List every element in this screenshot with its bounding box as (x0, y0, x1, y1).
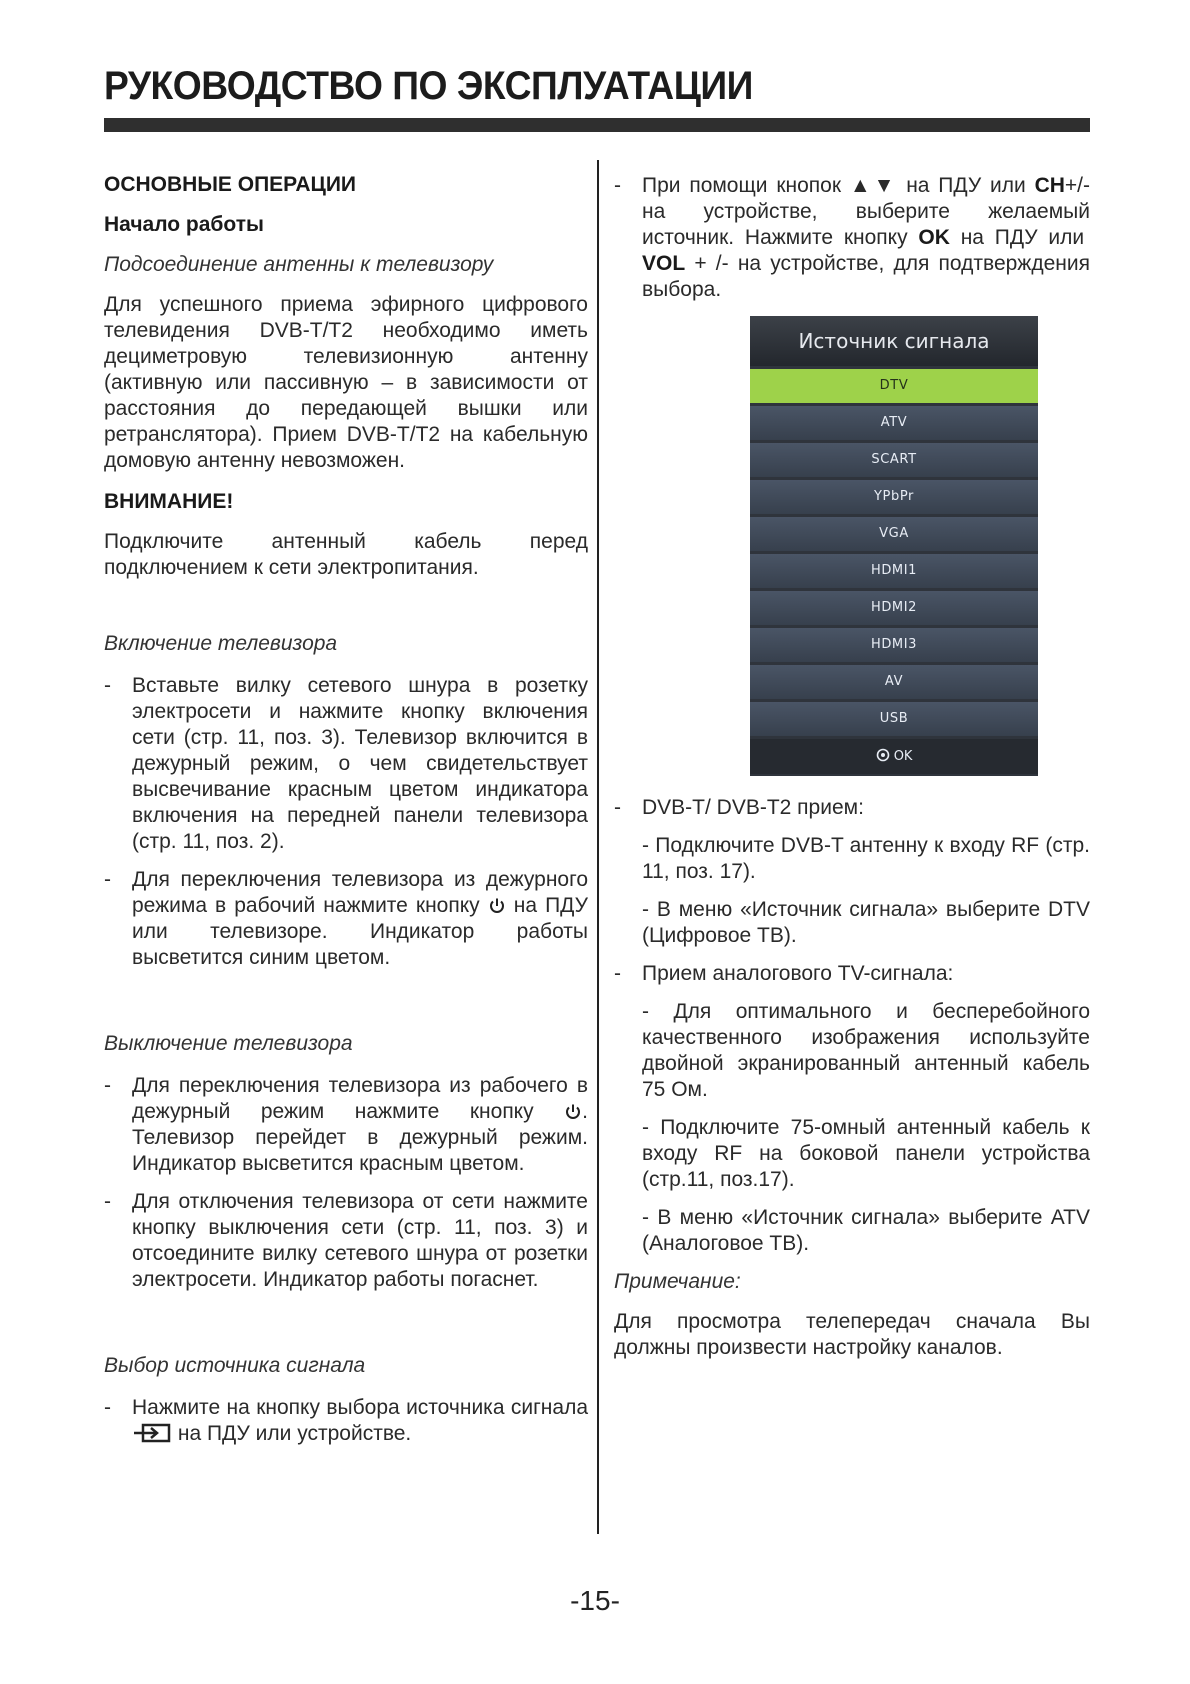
tv-menu-title: Источник сигнала (750, 316, 1038, 366)
list-item-text: на ПДУ или устройстве. (177, 1422, 412, 1445)
tv-source-vga[interactable]: VGA (750, 517, 1038, 551)
source-input-icon (132, 1423, 172, 1443)
list-item-text: DVB-T/ DVB-T2 прием: (642, 796, 864, 819)
antenna-paragraph: Для успешного приема эфирного цифрового телевидения DVB-T/T2 необходимо иметь дециметровую телевизионную антенну (активную или пассивную – в зависимости от расстояния до передающей вышки или ретранслятора). Прием DVB-T/T2 на кабельную домовую антенну невозможен. (104, 293, 588, 472)
page-title: РУКОВОДСТВО ПО ЭКСПЛУАТАЦИИ (104, 64, 753, 108)
list-item: - Прием аналогового TV-сигнала: (614, 962, 954, 985)
title-rule (104, 118, 1090, 132)
tv-source-menu (750, 316, 1038, 776)
note-heading: Примечание: (614, 1270, 741, 1293)
warning-heading: ВНИМАНИЕ! (104, 490, 234, 513)
list-item: - Для переключения телевизора из рабочего в дежурный режим нажмите кнопку . Телевизор перейдет в дежурный режим. Индикатор высветится красным цветом. (104, 1074, 588, 1175)
list-item-text: Для переключения телевизора из рабочего в дежурный режим нажмите кнопку (132, 1074, 588, 1123)
list-item: - Нажмите на кнопку выбора источника сигнала на ПДУ или устройстве. (104, 1396, 588, 1445)
power-on-heading: Включение телевизора (104, 632, 338, 655)
list-item: - При помощи кнопок ▲▼ на ПДУ или CH+/- на устройстве, выберите желаемый источник. Нажмите кнопку OK на ПДУ или VOL + /- на устройстве, для подтверждения выбора. (614, 174, 1090, 301)
power-icon (564, 1103, 582, 1121)
source-heading: Выбор источника сигнала (104, 1354, 366, 1377)
list-item-text: . Телевизор перейдет в дежурный режим. Индикатор высветится красным цветом. (132, 1100, 588, 1175)
dvb-step-2: - В меню «Источник сигнала» выберите DTV (Цифровое ТВ). (642, 898, 1090, 947)
tv-source-av[interactable]: AV (750, 665, 1038, 699)
list-item-text: + /- на устройстве, для подтверждения выбора. (642, 252, 1090, 301)
tv-source-hdmi3[interactable]: HDMI3 (750, 628, 1038, 662)
list-item-text: Для переключения телевизора из дежурного режима в рабочий нажмите кнопку (132, 868, 588, 917)
list-item-text: Вставьте вилку сетевого шнура в розетку электросети и нажмите кнопку включения сети (стр. 11, поз. 3). Телевизор включится в дежурный режим, о чем свидетельствует высвечивание красным цветом индикатора включения на передней панели телевизора (стр. 11, поз. 2). (132, 674, 588, 853)
analog-step-3: - В меню «Источник сигнала» выберите ATV (Аналоговое ТВ). (642, 1206, 1090, 1255)
right-column-lower (614, 795, 1090, 1361)
tv-source-ypbpr[interactable]: YPbPr (750, 480, 1038, 514)
warning-paragraph: Подключите антенный кабель перед подключением к сети электропитания. (104, 530, 588, 579)
list-item-text: на ПДУ или телевизоре. Индикатор работы высветится синим цветом. (132, 894, 588, 969)
power-off-heading: Выключение телевизора (104, 1032, 353, 1055)
tv-source-scart[interactable]: SCART (750, 443, 1038, 477)
power-icon (488, 897, 506, 915)
analog-step-2: - Подключите 75-омный антенный кабель к входу RF на боковой панели устройства (стр.11, поз.17). (642, 1116, 1090, 1191)
ok-circle-icon (876, 748, 890, 762)
tv-menu-ok-label: OK (893, 749, 913, 764)
analog-step-1: - Для оптимального и бесперебойного качественного изображения используйте двойной экранированный антенный кабель 75 Ом. (642, 1000, 1090, 1101)
tv-source-dtv[interactable]: DTV (750, 369, 1038, 403)
list-item-text: При помощи кнопок ▲▼ на ПДУ или (642, 174, 1026, 197)
column-divider (597, 160, 599, 1534)
list-item: - Для отключения телевизора от сети нажмите кнопку выключения сети (стр. 11, поз. 3) и отсоедините вилку сетевого шнура от розетки электросети. Индикатор работы погаснет. (104, 1190, 588, 1291)
page-number: -15- (570, 1585, 620, 1616)
tv-source-hdmi1[interactable]: HDMI1 (750, 554, 1038, 588)
list-item-text: +/- на устройстве, выберите желаемый источник. Нажмите кнопку (642, 174, 1090, 249)
list-item: - Для переключения телевизора из дежурного режима в рабочий нажмите кнопку на ПДУ или телевизоре. Индикатор работы высветится синим цветом. (104, 868, 588, 969)
left-column (104, 172, 588, 1459)
vol-key: VOL (642, 252, 686, 275)
tv-source-atv[interactable]: ATV (750, 406, 1038, 440)
ok-key: OK (918, 226, 950, 249)
antenna-heading: Подсоединение антенны к телевизору (104, 253, 494, 276)
list-item-text: Прием аналогового TV-сигнала: (642, 962, 954, 985)
list-item: - Вставьте вилку сетевого шнура в розетку электросети и нажмите кнопку включения сети (стр. 11, поз. 3). Телевизор включится в дежурный режим, о чем свидетельствует высвечивание красным цветом индикатора включения на передней панели телевизора (стр. 11, поз. 2). (104, 674, 588, 853)
list-item-text: на ПДУ или (960, 226, 1085, 249)
tv-source-usb[interactable]: USB (750, 702, 1038, 736)
dvb-step-1: - Подключите DVB-T антенну к входу RF (стр. 11, поз. 17). (642, 834, 1090, 883)
right-column (614, 173, 1090, 315)
subsection-title: Начало работы (104, 213, 264, 236)
tv-menu-footer (750, 739, 1038, 774)
list-item-text: Для отключения телевизора от сети нажмите кнопку выключения сети (стр. 11, поз. 3) и отсоедините вилку сетевого шнура от розетки электросети. Индикатор работы погаснет. (132, 1190, 588, 1291)
note-paragraph: Для просмотра телепередач сначала Вы должны произвести настройку каналов. (614, 1310, 1090, 1359)
ch-key: CH (1034, 174, 1065, 197)
list-item: - DVB-T/ DVB-T2 прием: (614, 796, 864, 819)
section-title: ОСНОВНЫЕ ОПЕРАЦИИ (104, 173, 357, 196)
tv-source-hdmi2[interactable]: HDMI2 (750, 591, 1038, 625)
list-item-text: Нажмите на кнопку выбора источника сигнала (132, 1396, 588, 1419)
